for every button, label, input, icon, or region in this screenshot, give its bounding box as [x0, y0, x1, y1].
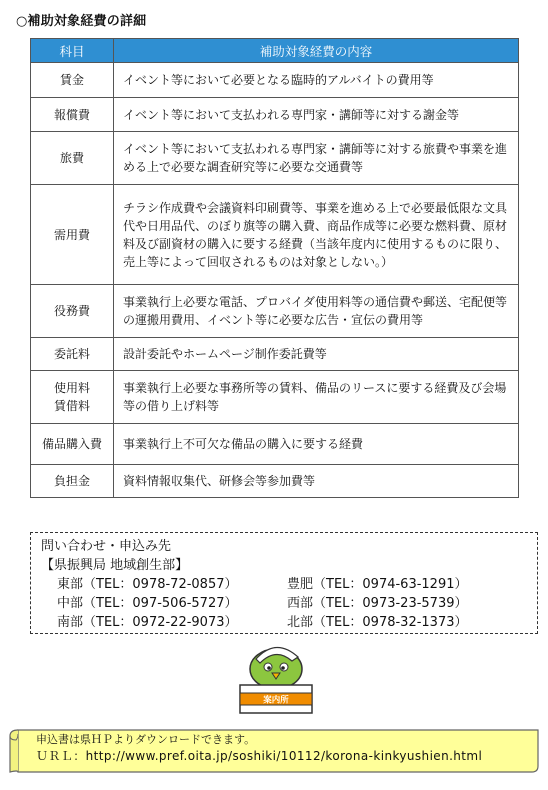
mascot-guide-icon — [232, 639, 320, 717]
contact-entry: 西部（TEL：0973-23-5739） — [287, 596, 468, 611]
download-banner — [8, 726, 540, 776]
contact-row — [41, 613, 527, 632]
page-heading: ○補助対象経費の詳細 — [16, 14, 147, 29]
header-category: 科目 — [31, 39, 114, 63]
contact-row — [41, 594, 527, 613]
row-category: 委託料 — [31, 338, 114, 371]
contact-entry: 豊肥（TEL：0974-63-1291） — [287, 577, 468, 592]
row-category: 報償費 — [31, 98, 114, 132]
table-row — [31, 465, 519, 498]
contact-title: 問い合わせ・申込み先 — [41, 539, 172, 554]
banner-url[interactable]: ＵＲＬ：http://www.pref.oita.jp/soshiki/10112/korona-kinkyushien.html — [36, 749, 483, 763]
cost-table — [30, 38, 519, 498]
contact-box — [30, 532, 538, 634]
row-category: 旅費 — [31, 132, 114, 185]
table-row — [31, 132, 519, 185]
row-category: 備品購入費 — [31, 424, 114, 465]
contact-entry: 東部（TEL：0978-72-0857） — [57, 577, 238, 592]
row-content: 設計委託やホームページ制作委託費等 — [114, 338, 519, 371]
contact-entry: 中部（TEL：097-506-5727） — [57, 596, 238, 611]
contact-entry: 南部（TEL：0972-22-9073） — [57, 615, 238, 630]
table-row — [31, 185, 519, 285]
row-content: イベント等において支払われる専門家・講師等に対する旅費や事業を進める上で必要な調査研究等に必要な交通費等 — [114, 132, 519, 185]
row-content: チラシ作成費や会議資料印刷費等、事業を進める上で必要最低限な文具代や日用品代、のぼり旗等の購入費、商品作成等に必要な燃料費、原材料及び副資材の購入に要する経費（当該年度内に使用するものに限り、売上等によって回収されるものは対象としない。） — [114, 185, 519, 285]
row-category: 使用料 賃借料 — [31, 371, 114, 424]
row-category: 賃金 — [31, 63, 114, 98]
banner-line1: 申込書は県ＨＰよりダウンロードできます。 — [36, 733, 256, 746]
table-row — [31, 424, 519, 465]
contact-entry: 北部（TEL：0978-32-1373） — [287, 615, 468, 630]
table-row — [31, 63, 519, 98]
row-content: 事業執行上必要な事務所等の賃料、備品のリースに要する経費及び会場等の借り上げ料等 — [114, 371, 519, 424]
row-content: イベント等において必要となる臨時的アルバイトの費用等 — [114, 63, 519, 98]
row-category: 負担金 — [31, 465, 114, 498]
mascot-sign: 案内所 — [263, 695, 289, 706]
table-row — [31, 338, 519, 371]
row-category: 役務費 — [31, 285, 114, 338]
row-category: 需用費 — [31, 185, 114, 285]
row-content: 事業執行上必要な電話、プロバイダ使用料等の通信費や郵送、宅配便等の運搬用費用、イベント等に必要な広告・宣伝の費用等 — [114, 285, 519, 338]
table-row — [31, 98, 519, 132]
table-row — [31, 371, 519, 424]
banner-text — [36, 732, 482, 764]
contact-office: 【県振興局 地域創生部】 — [41, 558, 189, 573]
contact-row — [41, 575, 527, 594]
row-content: 資料情報収集代、研修会等参加費等 — [114, 465, 519, 498]
header-content: 補助対象経費の内容 — [114, 39, 519, 63]
table-row — [31, 285, 519, 338]
table-header-row — [31, 39, 519, 63]
row-content: 事業執行上不可欠な備品の購入に要する経費 — [114, 424, 519, 465]
row-content: イベント等において支払われる専門家・講師等に対する謝金等 — [114, 98, 519, 132]
